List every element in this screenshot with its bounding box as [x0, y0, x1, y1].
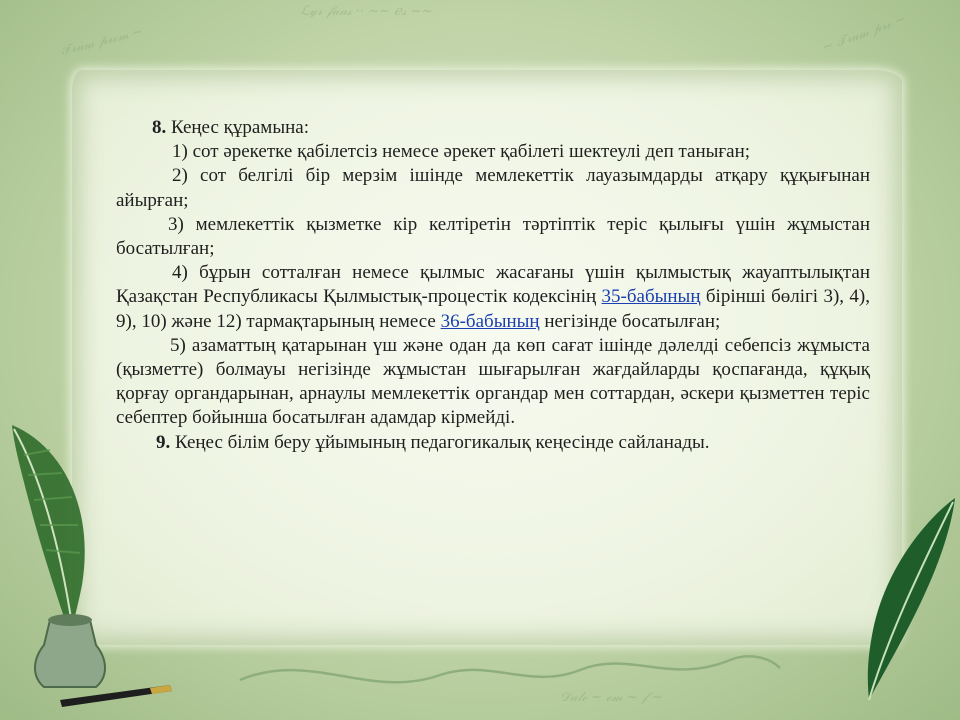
item-4-text-a: 4) бұрын сотталған немесе қылмыс жасағаны үшін қылмыстық жауаптылықтан Қазақстан Республикасы Қылмыстық-процестік кодексінің — [116, 262, 870, 308]
clause-8-heading — [116, 116, 870, 140]
clause-8-title: Кеңес құрамына: — [166, 117, 309, 138]
quill-inkwell-illustration — [0, 415, 200, 715]
article-36-link[interactable]: 36-бабының — [440, 310, 540, 332]
clause-9 — [116, 431, 870, 455]
list-item: 2) сот белгілі бір мерзім ішінде мемлекеттік лауазымдарды атқару құқығынан айырған; — [116, 165, 870, 211]
article-35-link[interactable]: 35-бабының — [601, 286, 701, 308]
document-body — [116, 116, 870, 455]
background-script-text: ℒ𝓎𝓇 𝒻𝒶𝓊𝓈 ·· ~~ ℯ𝓈 ~~ — [300, 4, 433, 19]
clause-9-number: 9. — [156, 431, 171, 453]
feather-icon — [12, 425, 85, 635]
clause-9-text: Кеңес білім беру ұйымының педагогикалық кеңесінде сайланады. — [170, 431, 710, 453]
background-script-text: 𝒯𝓇𝓊𝓂 𝓅𝓇ℴ𝓂 ~ — [59, 24, 145, 59]
item-4-text-b: бірінші бөлігі 3), 4), 9), 10) және 12) тармақтарының немесе — [116, 286, 870, 332]
list-item — [116, 261, 870, 334]
clause-8-number: 8. — [152, 117, 167, 138]
list-item: 1) сот әрекетке қабілетсіз немесе әрекет қабілеті шектеулі деп таныған; — [172, 141, 751, 163]
feather-icon — [868, 498, 955, 700]
background-script-text: 𝒟𝒶𝓁ℯ ~ ℴ𝓂 ~ 𝒻 ~ — [560, 690, 663, 705]
list-item: 3) мемлекеттік қызметке кір келтіретін тәртіптік теріс қылығы үшін жұмыстан босатылған; — [116, 213, 870, 260]
decorative-swirl — [230, 630, 790, 710]
item-4-text-c: негізінде босатылған; — [539, 310, 721, 332]
background-script-text: ~ 𝒯𝓇𝓊𝓂 𝓅𝓇ℴ ~ — [820, 11, 909, 56]
list-item: 5) азаматтың қатарынан үш және одан да көп сағат ішінде дәлелді себепсіз жұмыста (қызметте) болмауы негізінде жұмыстан шығарылған жағдайларды қоспағанда, құқық қорғау органдарынан, арнаулы мемлекеттік органдар мен соттардан, әскери қызметтен теріс себептер бойынша босатылған адамдар кірмейді. — [116, 334, 870, 429]
inkwell-icon — [35, 620, 105, 687]
feather-right-illustration — [845, 490, 960, 710]
